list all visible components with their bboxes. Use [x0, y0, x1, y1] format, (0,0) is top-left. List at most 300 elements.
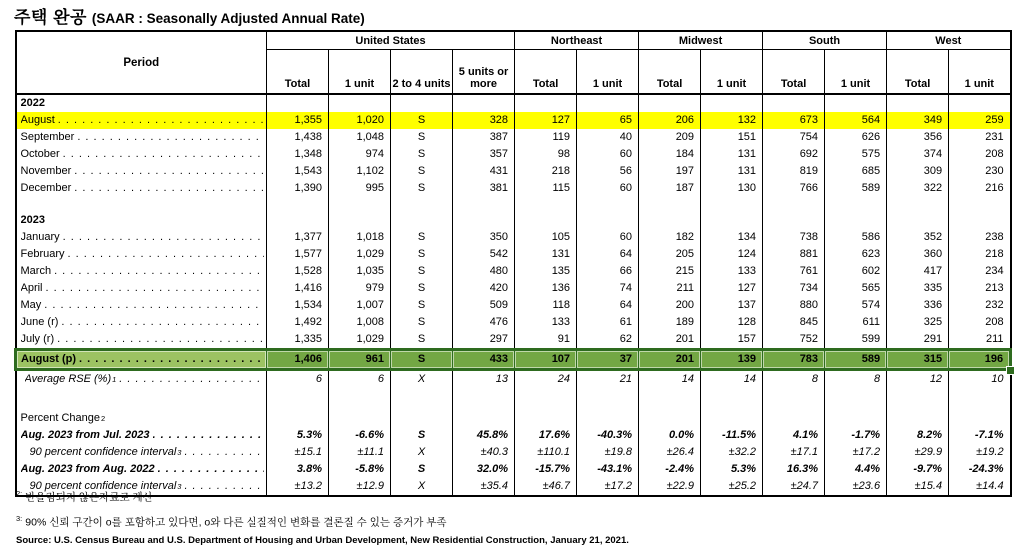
- column-group-header: West: [887, 31, 1011, 50]
- value-cell: 60: [577, 146, 639, 163]
- value-cell: [267, 212, 329, 229]
- column-group-header: Midwest: [639, 31, 763, 50]
- value-cell: [515, 388, 577, 410]
- table-body: [16, 94, 1011, 496]
- value-cell: [391, 388, 453, 410]
- value-cell: 685: [825, 163, 887, 180]
- value-cell: [763, 388, 825, 410]
- value-cell: [267, 388, 329, 410]
- value-cell: [329, 388, 391, 410]
- row-label-cell: Percent Change 2: [16, 410, 267, 427]
- column-header: 1 unit: [825, 50, 887, 95]
- value-cell: 131: [701, 146, 763, 163]
- value-cell: S: [391, 112, 453, 129]
- selection-handle: [1006, 366, 1015, 375]
- rse-row: [16, 370, 1011, 389]
- value-cell: 602: [825, 263, 887, 280]
- value-cell: [639, 197, 701, 212]
- column-header-period: Period: [16, 31, 267, 94]
- table-row: [16, 331, 1011, 350]
- value-cell: [515, 197, 577, 212]
- value-cell: 589: [825, 180, 887, 197]
- value-cell: [701, 388, 763, 410]
- row-label-cell: [16, 197, 267, 212]
- column-header: 5 units or more: [453, 50, 515, 95]
- value-cell: 1,416: [267, 280, 329, 297]
- value-cell: ±17.2: [825, 444, 887, 461]
- column-header: Total: [763, 50, 825, 95]
- value-cell: [887, 212, 949, 229]
- value-cell: 61: [577, 314, 639, 331]
- value-cell: 12: [887, 370, 949, 389]
- value-cell: 218: [949, 246, 1011, 263]
- value-cell: 213: [949, 280, 1011, 297]
- value-cell: -43.1%: [577, 461, 639, 478]
- year-row: [16, 94, 1011, 112]
- value-cell: 336: [887, 297, 949, 314]
- value-cell: 356: [887, 129, 949, 146]
- value-cell: [515, 212, 577, 229]
- value-cell: 124: [701, 246, 763, 263]
- value-cell: 1,048: [329, 129, 391, 146]
- footnote-2: [16, 486, 629, 506]
- value-cell: 4.4%: [825, 461, 887, 478]
- value-cell: 1,534: [267, 297, 329, 314]
- value-cell: 133: [701, 263, 763, 280]
- value-cell: [825, 388, 887, 410]
- value-cell: ±11.1: [329, 444, 391, 461]
- value-cell: -24.3%: [949, 461, 1011, 478]
- value-cell: 352: [887, 229, 949, 246]
- value-cell: 574: [825, 297, 887, 314]
- section-row: [16, 410, 1011, 427]
- value-cell: 40: [577, 129, 639, 146]
- footnote-3: [16, 511, 629, 531]
- column-group-header: Northeast: [515, 31, 639, 50]
- value-cell: 0.0%: [639, 427, 701, 444]
- value-cell: [453, 410, 515, 427]
- footnote-2-marker: 2:: [16, 489, 23, 498]
- title-korean: 주택 완공: [14, 8, 87, 27]
- value-cell: [391, 94, 453, 112]
- column-header: Total: [639, 50, 701, 95]
- value-cell: ±17.1: [763, 444, 825, 461]
- value-cell: 230: [949, 163, 1011, 180]
- value-cell: 1,008: [329, 314, 391, 331]
- value-cell: 189: [639, 314, 701, 331]
- value-cell: ±14.4: [949, 478, 1011, 496]
- value-cell: 3.8%: [267, 461, 329, 478]
- value-cell: 209: [639, 129, 701, 146]
- table-header: [16, 31, 1011, 94]
- value-cell: S: [391, 163, 453, 180]
- value-cell: ±35.4: [453, 478, 515, 496]
- value-cell: 845: [763, 314, 825, 331]
- value-cell: -9.7%: [887, 461, 949, 478]
- value-cell: 417: [887, 263, 949, 280]
- value-cell: S: [391, 280, 453, 297]
- value-cell: 127: [515, 112, 577, 129]
- value-cell: 66: [577, 263, 639, 280]
- row-label-cell: July (r) . . .: [16, 331, 267, 350]
- value-cell: 291: [887, 331, 949, 350]
- table-row: [16, 263, 1011, 280]
- value-cell: 6: [329, 370, 391, 389]
- value-cell: [701, 94, 763, 112]
- value-cell: [453, 94, 515, 112]
- value-cell: [515, 410, 577, 427]
- value-cell: S: [391, 314, 453, 331]
- value-cell: 128: [701, 314, 763, 331]
- value-cell: 626: [825, 129, 887, 146]
- value-cell: 575: [825, 146, 887, 163]
- value-cell: 187: [639, 180, 701, 197]
- value-cell: 509: [453, 297, 515, 314]
- value-cell: [577, 94, 639, 112]
- value-cell: 297: [453, 331, 515, 350]
- column-header: Total: [887, 50, 949, 95]
- value-cell: ±24.7: [763, 478, 825, 496]
- value-cell: 565: [825, 280, 887, 297]
- table-row: [16, 280, 1011, 297]
- value-cell: 10: [949, 370, 1011, 389]
- value-cell: S: [391, 331, 453, 350]
- year-row: [16, 212, 1011, 229]
- value-cell: ±32.2: [701, 444, 763, 461]
- value-cell: 200: [639, 297, 701, 314]
- value-cell: ±22.9: [639, 478, 701, 496]
- value-cell: 45.8%: [453, 427, 515, 444]
- value-cell: 374: [887, 146, 949, 163]
- value-cell: S: [391, 246, 453, 263]
- value-cell: 32.0%: [453, 461, 515, 478]
- footnote-3-text: 90% 신뢰 구간이 o를 포함하고 있다면, o와 다른 실질적인 변화를 결론질 수 있는 증거가 부족: [25, 516, 447, 528]
- value-cell: 315: [887, 350, 949, 370]
- value-cell: 328: [453, 112, 515, 129]
- value-cell: [887, 410, 949, 427]
- row-label-cell: April . . .: [16, 280, 267, 297]
- value-cell: 14: [639, 370, 701, 389]
- source-line: Source: U.S. Census Bureau and U.S. Department of Housing and Urban Development, New Residential Construction, January 21, 2021.: [16, 535, 629, 546]
- value-cell: ±46.7: [515, 478, 577, 496]
- value-cell: S: [391, 229, 453, 246]
- value-cell: 151: [701, 129, 763, 146]
- value-cell: 64: [577, 246, 639, 263]
- value-cell: 995: [329, 180, 391, 197]
- value-cell: [453, 197, 515, 212]
- value-cell: [639, 94, 701, 112]
- value-cell: 623: [825, 246, 887, 263]
- row-label-cell: 2023: [16, 212, 267, 229]
- value-cell: S: [391, 263, 453, 280]
- value-cell: [329, 212, 391, 229]
- value-cell: 766: [763, 180, 825, 197]
- value-cell: 431: [453, 163, 515, 180]
- row-label-cell: August (p) . . .: [16, 350, 267, 370]
- value-cell: [763, 212, 825, 229]
- value-cell: 381: [453, 180, 515, 197]
- value-cell: 118: [515, 297, 577, 314]
- value-cell: [949, 410, 1011, 427]
- value-cell: 232: [949, 297, 1011, 314]
- value-cell: 64: [577, 297, 639, 314]
- value-cell: 1,543: [267, 163, 329, 180]
- value-cell: S: [391, 297, 453, 314]
- value-cell: 309: [887, 163, 949, 180]
- value-cell: 761: [763, 263, 825, 280]
- value-cell: 127: [701, 280, 763, 297]
- column-header: 1 unit: [701, 50, 763, 95]
- value-cell: 611: [825, 314, 887, 331]
- value-cell: 134: [701, 229, 763, 246]
- value-cell: [391, 212, 453, 229]
- value-cell: [329, 410, 391, 427]
- table-row: [16, 314, 1011, 331]
- value-cell: -1.7%: [825, 427, 887, 444]
- value-cell: 107: [515, 350, 577, 370]
- value-cell: [577, 197, 639, 212]
- value-cell: X: [391, 370, 453, 389]
- value-cell: ±19.8: [577, 444, 639, 461]
- footnote-2-text: 반올림되지 않은자료로 계산: [25, 491, 153, 504]
- value-cell: 182: [639, 229, 701, 246]
- row-label-cell: Average RSE (%) 1 . . .: [16, 370, 267, 389]
- value-cell: 131: [515, 246, 577, 263]
- table-row: [16, 163, 1011, 180]
- value-cell: [267, 94, 329, 112]
- column-header: 2 to 4 units: [391, 50, 453, 95]
- value-cell: [267, 197, 329, 212]
- value-cell: [949, 212, 1011, 229]
- value-cell: 4.1%: [763, 427, 825, 444]
- value-cell: [763, 410, 825, 427]
- value-cell: -6.6%: [329, 427, 391, 444]
- title-english: (SAAR : Seasonally Adjusted Annual Rate): [91, 11, 365, 26]
- value-cell: ±40.3: [453, 444, 515, 461]
- value-cell: 234: [949, 263, 1011, 280]
- value-cell: 974: [329, 146, 391, 163]
- value-cell: -2.4%: [639, 461, 701, 478]
- value-cell: [639, 410, 701, 427]
- blank-row: [16, 197, 1011, 212]
- value-cell: 734: [763, 280, 825, 297]
- header-group-row: [16, 31, 1011, 50]
- value-cell: [701, 197, 763, 212]
- value-cell: 13: [453, 370, 515, 389]
- value-cell: 752: [763, 331, 825, 350]
- value-cell: [453, 212, 515, 229]
- value-cell: 135: [515, 263, 577, 280]
- value-cell: 56: [577, 163, 639, 180]
- value-cell: 420: [453, 280, 515, 297]
- value-cell: 1,528: [267, 263, 329, 280]
- value-cell: X: [391, 478, 453, 496]
- value-cell: [825, 410, 887, 427]
- value-cell: 1,035: [329, 263, 391, 280]
- value-cell: 589: [825, 350, 887, 370]
- value-cell: 98: [515, 146, 577, 163]
- value-cell: [329, 197, 391, 212]
- column-group-header: South: [763, 31, 887, 50]
- value-cell: 599: [825, 331, 887, 350]
- value-cell: [577, 388, 639, 410]
- value-cell: [391, 410, 453, 427]
- value-cell: ±15.1: [267, 444, 329, 461]
- row-label-cell: February . . .: [16, 246, 267, 263]
- value-cell: 119: [515, 129, 577, 146]
- value-cell: 387: [453, 129, 515, 146]
- value-cell: 322: [887, 180, 949, 197]
- value-cell: 819: [763, 163, 825, 180]
- value-cell: 205: [639, 246, 701, 263]
- row-label-cell: Aug. 2023 from Jul. 2023 . . .: [16, 427, 267, 444]
- value-cell: S: [391, 146, 453, 163]
- value-cell: 231: [949, 129, 1011, 146]
- footnote-3-marker: 3:: [16, 513, 23, 523]
- value-cell: X: [391, 444, 453, 461]
- value-cell: 37: [577, 350, 639, 370]
- column-header: Total: [267, 50, 329, 95]
- value-cell: 60: [577, 229, 639, 246]
- value-cell: S: [391, 461, 453, 478]
- pct-row: [16, 461, 1011, 478]
- value-cell: 350: [453, 229, 515, 246]
- value-cell: 335: [887, 280, 949, 297]
- value-cell: [639, 388, 701, 410]
- value-cell: [763, 94, 825, 112]
- blank-row: [16, 388, 1011, 410]
- column-header: Total: [515, 50, 577, 95]
- value-cell: 157: [701, 331, 763, 350]
- value-cell: 208: [949, 146, 1011, 163]
- value-cell: 1,029: [329, 331, 391, 350]
- value-cell: [887, 197, 949, 212]
- value-cell: S: [391, 350, 453, 370]
- value-cell: ±23.6: [825, 478, 887, 496]
- value-cell: 238: [949, 229, 1011, 246]
- value-cell: 349: [887, 112, 949, 129]
- row-label-cell: March . . .: [16, 263, 267, 280]
- value-cell: 115: [515, 180, 577, 197]
- value-cell: 6: [267, 370, 329, 389]
- value-cell: 738: [763, 229, 825, 246]
- table-row: [16, 180, 1011, 197]
- value-cell: 65: [577, 112, 639, 129]
- value-cell: 357: [453, 146, 515, 163]
- value-cell: 564: [825, 112, 887, 129]
- value-cell: [949, 197, 1011, 212]
- value-cell: 218: [515, 163, 577, 180]
- value-cell: ±19.2: [949, 444, 1011, 461]
- value-cell: 1,355: [267, 112, 329, 129]
- value-cell: 62: [577, 331, 639, 350]
- value-cell: 1,007: [329, 297, 391, 314]
- footnotes: [16, 486, 629, 546]
- housing-completions-table: [14, 30, 1012, 497]
- value-cell: 130: [701, 180, 763, 197]
- value-cell: [391, 197, 453, 212]
- row-label-cell: October . . .: [16, 146, 267, 163]
- column-header: 1 unit: [329, 50, 391, 95]
- value-cell: [701, 212, 763, 229]
- value-cell: 1,438: [267, 129, 329, 146]
- value-cell: 1,102: [329, 163, 391, 180]
- value-cell: 208: [949, 314, 1011, 331]
- value-cell: 133: [515, 314, 577, 331]
- value-cell: 880: [763, 297, 825, 314]
- value-cell: 211: [639, 280, 701, 297]
- value-cell: 24: [515, 370, 577, 389]
- value-cell: ±12.9: [329, 478, 391, 496]
- table-row: [16, 297, 1011, 314]
- row-label-cell: [16, 388, 267, 410]
- value-cell: 542: [453, 246, 515, 263]
- value-cell: [267, 410, 329, 427]
- row-label-cell: June (r) . . .: [16, 314, 267, 331]
- table-row: [16, 350, 1011, 370]
- value-cell: [577, 410, 639, 427]
- value-cell: ±15.4: [887, 478, 949, 496]
- row-label-cell: Aug. 2023 from Aug. 2022 . . .: [16, 461, 267, 478]
- value-cell: S: [391, 129, 453, 146]
- column-header: 1 unit: [949, 50, 1011, 95]
- value-cell: [825, 212, 887, 229]
- value-cell: 433: [453, 350, 515, 370]
- value-cell: 136: [515, 280, 577, 297]
- value-cell: [577, 212, 639, 229]
- value-cell: 979: [329, 280, 391, 297]
- value-cell: 215: [639, 263, 701, 280]
- value-cell: 196: [949, 350, 1011, 370]
- value-cell: 105: [515, 229, 577, 246]
- table-row: [16, 229, 1011, 246]
- value-cell: [515, 94, 577, 112]
- value-cell: ±17.2: [577, 478, 639, 496]
- value-cell: [949, 388, 1011, 410]
- column-group-header: United States: [267, 31, 515, 50]
- value-cell: -15.7%: [515, 461, 577, 478]
- value-cell: 16.3%: [763, 461, 825, 478]
- row-label-cell: 90 percent confidence interval 3 . . .: [16, 478, 267, 496]
- row-label-cell: January . . .: [16, 229, 267, 246]
- value-cell: [763, 197, 825, 212]
- value-cell: -7.1%: [949, 427, 1011, 444]
- value-cell: 8: [825, 370, 887, 389]
- value-cell: 216: [949, 180, 1011, 197]
- value-cell: 360: [887, 246, 949, 263]
- ci-row: [16, 444, 1011, 461]
- value-cell: [453, 388, 515, 410]
- value-cell: 259: [949, 112, 1011, 129]
- value-cell: 131: [701, 163, 763, 180]
- page-title: [14, 3, 365, 28]
- value-cell: 1,492: [267, 314, 329, 331]
- value-cell: 197: [639, 163, 701, 180]
- value-cell: 137: [701, 297, 763, 314]
- value-cell: 60: [577, 180, 639, 197]
- value-cell: ±13.2: [267, 478, 329, 496]
- row-label-cell: 2022: [16, 94, 267, 112]
- value-cell: 1,406: [267, 350, 329, 370]
- value-cell: [329, 94, 391, 112]
- value-cell: 132: [701, 112, 763, 129]
- value-cell: 673: [763, 112, 825, 129]
- value-cell: ±25.2: [701, 478, 763, 496]
- value-cell: ±26.4: [639, 444, 701, 461]
- value-cell: 586: [825, 229, 887, 246]
- value-cell: [887, 388, 949, 410]
- value-cell: 754: [763, 129, 825, 146]
